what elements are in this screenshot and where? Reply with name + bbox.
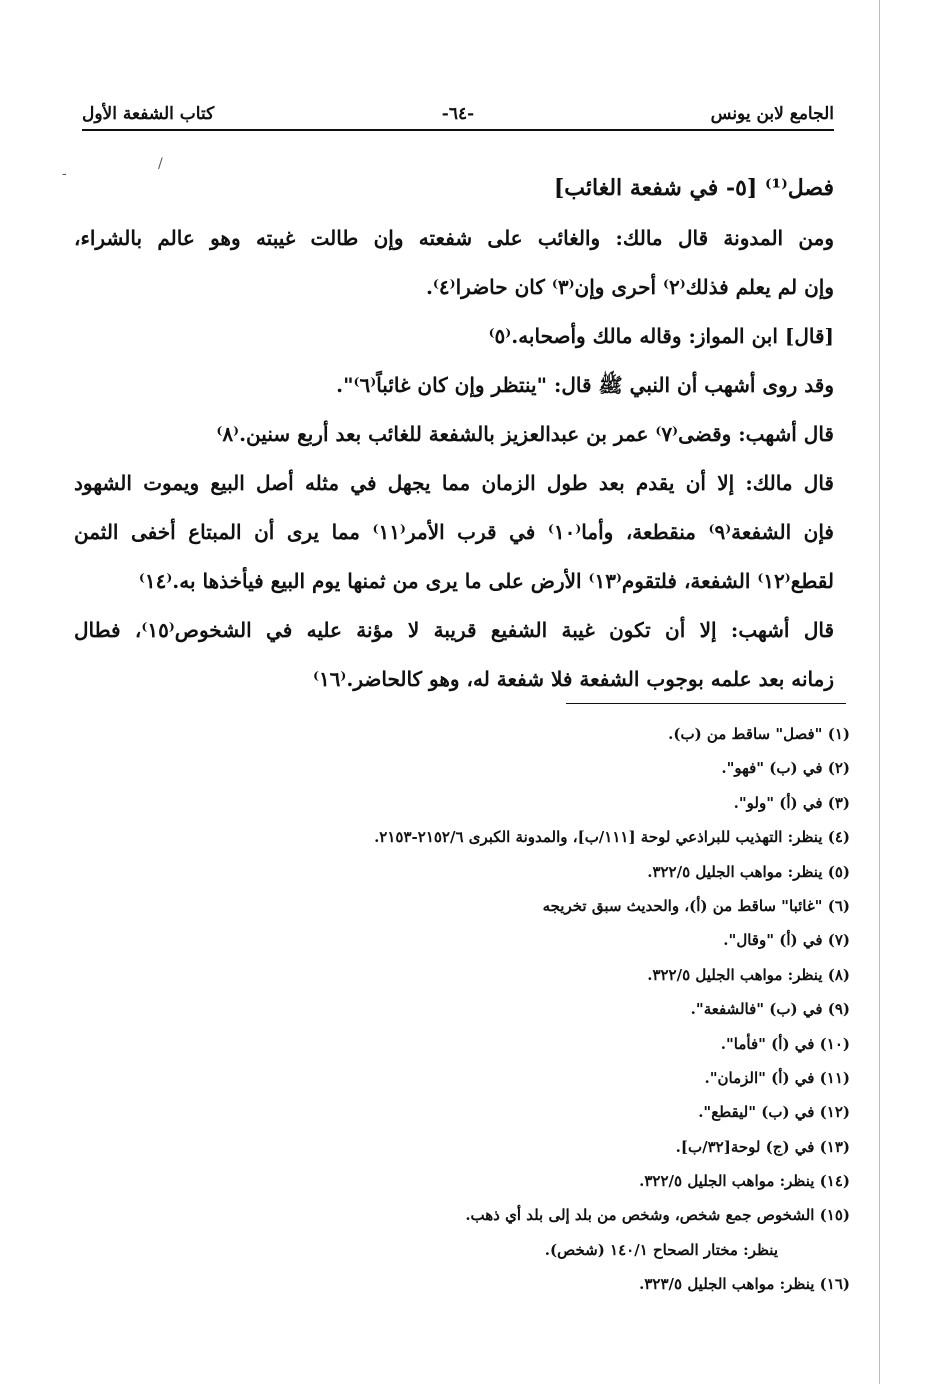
scan-speck: - bbox=[62, 166, 67, 182]
footnote: (١٢) في (ب) "ليقطع". bbox=[698, 1103, 850, 1122]
footnote: (٩) في (ب) "فالشفعة". bbox=[690, 1000, 850, 1019]
footnote: (٦) "غائبا" ساقط من (أ)، والحديث سبق تخريجه bbox=[542, 896, 850, 915]
page-edge-line bbox=[879, 0, 880, 1384]
footnote: (١٠) في (أ) "فأما". bbox=[720, 1034, 850, 1053]
text-line: قال أشهب: وقضى⁽٧⁾ عمر بن عبدالعزيز بالشفعة للغائب بعد أربع سنين.⁽٨⁾ bbox=[216, 422, 834, 446]
main-text bbox=[74, 162, 834, 704]
text-line: قال أشهب: إلا أن تكون غيبة الشفيع قريبة لا مؤنة عليه في الشخوص⁽١٥⁾، فطال bbox=[74, 618, 834, 642]
footnote-continuation: ينظر: مختار الصحاح ١٤٠/١ (شخص). bbox=[544, 1240, 778, 1259]
text-line: [قال] ابن المواز: وقاله مالك وأصحابه.⁽٥⁾ bbox=[488, 324, 834, 348]
footnote: (٤) ينظر: التهذيب للبراذعي لوحة [١١١/ب]، والمدونة الكبرى ٢١٥٢/٦-٢١٥٣. bbox=[374, 828, 850, 847]
footnotes bbox=[130, 717, 850, 1302]
footnote: (٧) في (أ) "وقال". bbox=[723, 931, 850, 950]
footnote: (٥) ينظر: مواهب الجليل ٣٢٢/٥. bbox=[647, 862, 850, 881]
text-line: زمانه بعد علمه بوجوب الشفعة فلا شفعة له، وهو كالحاضر.⁽١٦⁾ bbox=[312, 667, 834, 691]
footnote: (١) "فصل" ساقط من (ب). bbox=[668, 725, 850, 743]
header-rule bbox=[82, 129, 834, 131]
footnote: (٣) في (أ) "ولو". bbox=[733, 793, 850, 812]
header-chapter-title: كتاب الشفعة الأول bbox=[82, 104, 215, 124]
text-line: لقطع⁽١٢⁾ الشفعة، فلتقوم⁽١٣⁾ الأرض على ما يرى من ثمنها يوم البيع فيأخذها به.⁽١٤⁾ bbox=[138, 569, 834, 593]
text-line: قال مالك: إلا أن يقدم بعد طول الزمان مما يجهل في مثله أصل البيع ويموت الشهود bbox=[74, 471, 834, 495]
footnote: (١١) في (أ) "الزمان". bbox=[704, 1068, 850, 1087]
text-line: وإن لم يعلم فذلك⁽٢⁾ أحرى وإن⁽٣⁾ كان حاضرا⁽٤⁾. bbox=[425, 275, 834, 299]
footnote: (١٥) الشخوص جمع شخص، وشخص من بلد إلى بلد أي ذهب. bbox=[465, 1206, 850, 1225]
running-header bbox=[82, 100, 834, 130]
text-line: وقد روى أشهب أن النبي ﷺ قال: "ينتظر وإن كان غائباً⁽٦⁾". bbox=[336, 373, 834, 397]
footnote-separator bbox=[566, 703, 846, 704]
header-book-title: الجامع لابن يونس bbox=[710, 104, 834, 124]
footnote: (١٣) في (ج) لوحة[٣٢/ب]. bbox=[675, 1137, 850, 1156]
footnote: (١٦) ينظر: مواهب الجليل ٣٢٣/٥. bbox=[639, 1275, 850, 1294]
text-line: فإن الشفعة⁽٩⁾ منقطعة، وأما⁽١٠⁾ في قرب الأمر⁽١١⁾ مما يرى أن المبتاع أخفى الثمن bbox=[74, 520, 834, 544]
footnote: (١٤) ينظر: مواهب الجليل ٣٢٢/٥. bbox=[639, 1172, 850, 1191]
text-line: ومن المدونة قال مالك: والغائب على شفعته وإن طالت غيبته وهو عالم بالشراء، bbox=[74, 226, 834, 250]
section-title: فصل⁽¹⁾ [٥- في شفعة الغائب] bbox=[553, 175, 834, 201]
footnote: (٢) في (ب) "فهو". bbox=[721, 759, 850, 778]
footnote: (٨) ينظر: مواهب الجليل ٣٢٢/٥. bbox=[647, 965, 850, 984]
scan-speck: / bbox=[158, 156, 163, 172]
page-number: -٦٤- bbox=[441, 104, 475, 124]
